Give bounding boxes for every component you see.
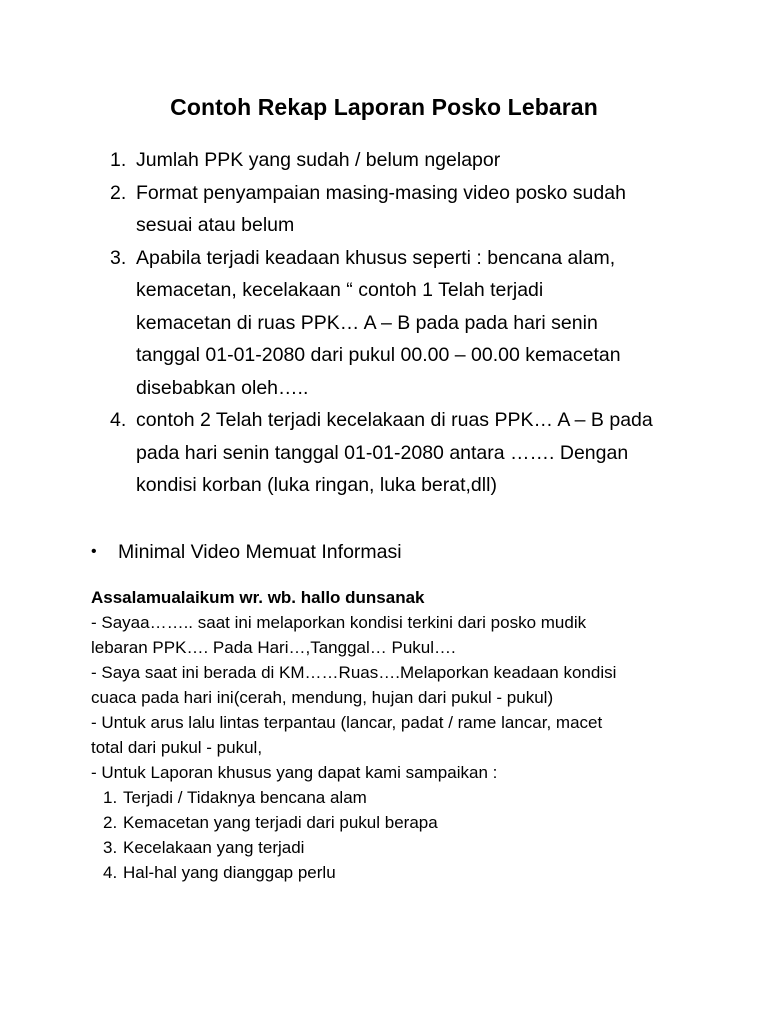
body-line: lebaran PPK…. Pada Hari…,Tanggal… Pukul…. (91, 638, 456, 657)
body-line: - Sayaa…….. saat ini melaporkan kondisi terkini dari posko mudik (91, 613, 587, 632)
sub-list-item (91, 835, 691, 860)
report-body (91, 585, 691, 885)
numbered-list (0, 144, 768, 502)
list-marker: 3. (110, 246, 127, 269)
list-item-line: Apabila terjadi keadaan khusus seperti : bencana alam, (136, 246, 616, 269)
sub-list-item (91, 860, 691, 885)
list-item-line: pada hari senin tanggal 01-01-2080 antara ……. Dengan (136, 441, 629, 464)
list-item-line: tanggal 01-01-2080 dari pukul 00.00 – 00.00 kemacetan (136, 344, 621, 366)
body-line: - Saya saat ini berada di KM……Ruas….Melaporkan keadaan kondisi (91, 663, 617, 682)
numbered-item (0, 242, 696, 405)
sub-list-text: Terjadi / Tidaknya bencana alam (123, 788, 367, 807)
body-line: total dari pukul - pukul, (91, 738, 263, 757)
body-line: - Untuk arus lalu lintas terpantau (lancar, padat / rame lancar, macet (91, 713, 603, 732)
sub-list-item (91, 785, 691, 810)
list-marker: 4. (103, 863, 118, 882)
document-title: Contoh Rekap Laporan Posko Lebaran (170, 94, 598, 120)
list-marker: 2. (110, 181, 127, 204)
list-item-line: kondisi korban (luka ringan, luka berat,dll) (136, 474, 497, 496)
list-marker: 4. (110, 409, 127, 431)
numbered-item (0, 144, 696, 177)
greeting-line: Assalamualaikum wr. wb. hallo dunsanak (91, 588, 425, 607)
list-item-line: Format penyampaian masing-masing video posko sudah (136, 181, 626, 204)
list-item-line: sesuai atau belum (136, 214, 295, 236)
sub-numbered-list (91, 785, 691, 885)
list-marker: 3. (103, 838, 118, 857)
sub-list-item (91, 810, 691, 835)
bullet-icon: • (91, 543, 97, 560)
sub-list-text: Kemacetan yang terjadi dari pukul berapa (123, 813, 438, 832)
list-marker: 2. (103, 813, 118, 832)
body-line: cuaca pada hari ini(cerah, mendung, hujan dari pukul - pukul) (91, 688, 554, 707)
list-marker: 1. (110, 149, 127, 171)
list-item-line: kemacetan, kecelakaan “ contoh 1 Telah terjadi (136, 279, 544, 301)
sub-list-text: Hal-hal yang dianggap perlu (123, 863, 336, 882)
bullet-text: Minimal Video Memuat Informasi (118, 541, 402, 563)
list-item-line: kemacetan di ruas PPK… A – B pada pada hari senin (136, 311, 598, 334)
list-item-line: contoh 2 Telah terjadi kecelakaan di ruas PPK… A – B pada (136, 409, 653, 431)
sub-list-text: Kecelakaan yang terjadi (123, 838, 305, 857)
numbered-item (0, 177, 696, 242)
list-marker: 1. (103, 788, 118, 807)
body-line: - Untuk Laporan khusus yang dapat kami sampaikan : (91, 763, 498, 782)
list-item-line: disebabkan oleh….. (136, 376, 309, 399)
numbered-item (0, 404, 696, 502)
list-item-line: Jumlah PPK yang sudah / belum ngelapor (136, 149, 501, 171)
